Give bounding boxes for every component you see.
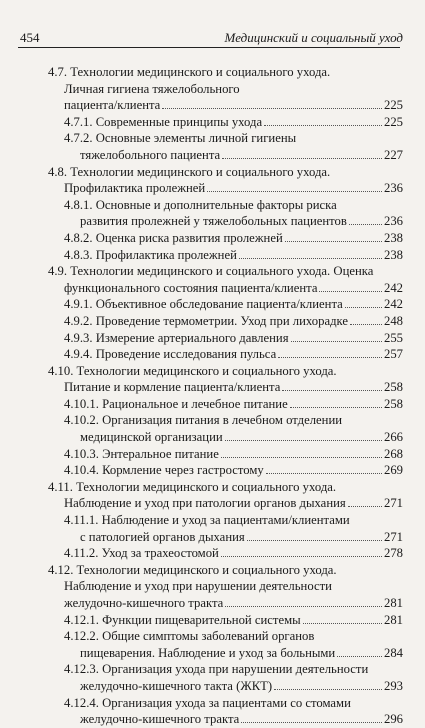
toc-entry-text-line: медицинской организации: [80, 430, 223, 445]
toc-subsection-entry: [0, 512, 403, 545]
toc-entry-text-line: 4.11.1. Наблюдение и уход за пациентами/клиентами: [64, 513, 350, 528]
toc-page-number: 248: [383, 313, 403, 328]
dot-leader: [225, 440, 382, 441]
toc-entry-text-line: Питание и кормление пациента/клиента: [64, 380, 281, 395]
toc-entry-text-line: желудочно-кишечного тракта: [80, 712, 240, 727]
dot-leader: [264, 125, 382, 126]
dot-leader: [225, 606, 382, 607]
dot-leader: [285, 241, 382, 242]
toc-entry-text-line: 4.8.2. Оценка риска развития пролежней: [64, 230, 283, 245]
toc-entry-last-line: [64, 462, 403, 479]
toc-page-number: 258: [383, 396, 403, 411]
toc-entry-last-line: [64, 645, 403, 662]
toc-subsection-entry: [0, 396, 403, 413]
dot-leader: [162, 108, 382, 109]
toc-page-number: 258: [383, 380, 403, 395]
table-of-contents: [0, 64, 425, 728]
toc-subsection-entry: [0, 330, 403, 347]
toc-entry-last-line: [64, 247, 403, 264]
toc-entry-text-line: 4.12.1. Функции пищеварительной системы: [64, 612, 301, 627]
dot-leader: [319, 291, 382, 292]
toc-subsection-entry: [0, 545, 403, 562]
toc-entry-last-line: [64, 446, 403, 463]
toc-page-number: 227: [383, 147, 403, 162]
toc-entry-last-line: [64, 296, 403, 313]
toc-page-number: 266: [383, 430, 403, 445]
toc-page-number: 236: [383, 181, 403, 196]
toc-subsection-entry: [0, 197, 403, 230]
toc-page-number: 281: [383, 596, 403, 610]
toc-section-entry: [0, 263, 403, 296]
toc-subsection-entry: [0, 247, 403, 264]
dot-leader: [290, 407, 382, 408]
dot-leader: [350, 324, 382, 325]
dot-leader: [222, 158, 382, 159]
toc-page-number: 225: [383, 98, 403, 113]
running-title: Медицинский и социальный уход: [224, 30, 403, 45]
toc-entry-last-line: [64, 396, 403, 413]
toc-entry-text-line: 4.7.2. Основные элементы личной гигиены: [64, 131, 297, 146]
toc-entry-text-line: 4.11. Технологии медицинского и социального ухода.: [48, 479, 337, 494]
toc-page-number: 257: [383, 347, 403, 362]
toc-entry-last-line: [64, 545, 403, 562]
toc-entry-text-line: желудочно-кишечного тракта: [64, 596, 224, 610]
toc-page-number: 269: [383, 463, 403, 478]
toc-page-number: 225: [383, 114, 403, 129]
toc-entry-last-line: [64, 313, 403, 330]
toc-entry-text-line: Профилактика пролежней: [64, 181, 206, 196]
toc-subsection-entry: [0, 230, 403, 247]
toc-entry-text-line: 4.7.1. Современные принципы ухода: [64, 114, 263, 129]
toc-entry-text-line: 4.12.4. Организация ухода за пациентами со стомами: [64, 695, 351, 710]
toc-entry-last-line: [64, 346, 403, 363]
toc-entry-text-line: 4.10.3. Энтеральное питание: [64, 446, 219, 461]
dot-leader: [241, 722, 382, 723]
dot-leader: [278, 357, 382, 358]
toc-entry-last-line: [64, 612, 403, 629]
toc-page-number: 238: [383, 230, 403, 245]
toc-entry-text-line: тяжелобольного пациента: [80, 147, 221, 162]
toc-entry-text-line: пищеварения. Наблюдение и уход за больными: [80, 645, 336, 660]
toc-section-entry: [0, 164, 403, 197]
toc-entry-text-line: 4.9.3. Измерение артериального давления: [64, 330, 289, 345]
toc-entry-last-line: [64, 230, 403, 247]
toc-subsection-entry: [0, 296, 403, 313]
page-number: 454: [20, 30, 40, 45]
toc-entry-text-line: с патологией органов дыхания: [80, 529, 245, 544]
toc-subsection-entry: [0, 313, 403, 330]
toc-subsection-entry: [0, 462, 403, 479]
toc-entry-text-line: 4.9. Технологии медицинского и социального ухода. Оценка: [48, 264, 374, 279]
toc-entry-last-line: [64, 213, 403, 230]
toc-entry-text-line: 4.9.2. Проведение термометрии. Уход при лихорадке: [64, 313, 349, 328]
toc-subsection-entry: [0, 628, 403, 661]
toc-entry-text-line: 4.10.2. Организация питания в лечебном отделении: [64, 413, 343, 428]
toc-entry-last-line: [48, 379, 403, 396]
toc-entry-text-line: 4.9.1. Объективное обследование пациента/клиента: [64, 297, 343, 312]
toc-entry-last-line: [48, 180, 403, 197]
toc-entry-text-line: желудочно-кишечного такта (ЖКТ): [80, 678, 273, 693]
toc-entry-text-line: 4.12. Технологии медицинского и социального ухода.: [48, 562, 337, 577]
toc-page-number: 268: [383, 446, 403, 461]
toc-entry-text-line: Личная гигиена тяжелобольного: [64, 81, 240, 96]
toc-entry-text-line: 4.9.4. Проведение исследования пульса: [64, 347, 277, 362]
toc-section-entry: [0, 479, 403, 512]
dot-leader: [303, 623, 382, 624]
toc-entry-last-line: [64, 711, 403, 728]
toc-subsection-entry: [0, 612, 403, 629]
toc-entry-last-line: [48, 495, 403, 512]
toc-entry-text-line: 4.8.1. Основные и дополнительные факторы риска: [64, 197, 337, 212]
toc-page-number: 236: [383, 214, 403, 229]
toc-entry-last-line: [48, 97, 403, 114]
dot-leader: [337, 656, 382, 657]
toc-section-entry: [0, 562, 403, 612]
toc-entry-text-line: 4.8. Технологии медицинского и социального ухода.: [48, 164, 331, 179]
toc-entry-last-line: [64, 429, 403, 446]
toc-page-number: 255: [383, 330, 403, 345]
toc-entry-text-line: 4.12.2. Общие симптомы заболеваний органов: [64, 629, 315, 644]
toc-entry-text-line: 4.11.2. Уход за трахеостомой: [64, 546, 219, 561]
dot-leader: [239, 258, 382, 259]
toc-page-number: 271: [383, 496, 403, 511]
toc-entry-last-line: [64, 678, 403, 695]
dot-leader: [348, 506, 382, 507]
toc-page-number: 278: [383, 546, 403, 561]
dot-leader: [282, 390, 382, 391]
dot-leader: [266, 473, 382, 474]
toc-page-number: 293: [383, 678, 403, 693]
toc-entry-text-line: Наблюдение и уход при нарушении деятельности: [64, 579, 332, 594]
dot-leader: [291, 341, 382, 342]
toc-entry-text-line: 4.8.3. Профилактика пролежней: [64, 247, 237, 262]
dot-leader: [221, 556, 382, 557]
toc-entry-text-line: пациента/клиента: [64, 98, 161, 113]
toc-entry-last-line: [48, 595, 403, 612]
toc-subsection-entry: [0, 446, 403, 463]
dot-leader: [221, 457, 382, 458]
toc-section-entry: [0, 363, 403, 396]
toc-entry-text-line: 4.10. Технологии медицинского и социального ухода.: [48, 363, 337, 378]
toc-page-number: 271: [383, 529, 403, 544]
toc-entry-text-line: 4.10.4. Кормление через гастростому: [64, 463, 264, 478]
toc-entry-last-line: [48, 280, 403, 297]
toc-entry-text-line: развития пролежней у тяжелобольных пациентов: [80, 214, 347, 229]
toc-entry-text-line: 4.7. Технологии медицинского и социального ухода.: [48, 65, 331, 79]
toc-subsection-entry: [0, 412, 403, 445]
toc-page-number: 238: [383, 247, 403, 262]
header-rule: [18, 47, 400, 48]
dot-leader: [274, 689, 382, 690]
toc-entry-last-line: [64, 529, 403, 546]
toc-entry-text-line: 4.12.3. Организация ухода при нарушении деятельности: [64, 662, 369, 677]
toc-page-number: 281: [383, 612, 403, 627]
toc-subsection-entry: [0, 346, 403, 363]
toc-entry-last-line: [64, 114, 403, 131]
toc-subsection-entry: [0, 661, 403, 694]
dot-leader: [207, 191, 382, 192]
toc-section-entry: [0, 64, 403, 114]
dot-leader: [345, 307, 382, 308]
toc-entry-text-line: функционального состояния пациента/клиента: [64, 280, 318, 295]
dot-leader: [247, 540, 382, 541]
toc-page-number: 242: [383, 297, 403, 312]
toc-entry-text-line: Наблюдение и уход при патологии органов дыхания: [64, 496, 346, 511]
toc-subsection-entry: [0, 130, 403, 163]
toc-entry-text-line: 4.10.1. Рациональное и лечебное питание: [64, 396, 288, 411]
toc-page-number: 242: [383, 280, 403, 295]
toc-entry-last-line: [64, 330, 403, 347]
toc-page-number: 284: [383, 645, 403, 660]
dot-leader: [349, 224, 382, 225]
page-header: [0, 20, 425, 46]
toc-subsection-entry: [0, 114, 403, 131]
toc-page-number: 296: [383, 712, 403, 727]
toc-entry-last-line: [64, 147, 403, 164]
